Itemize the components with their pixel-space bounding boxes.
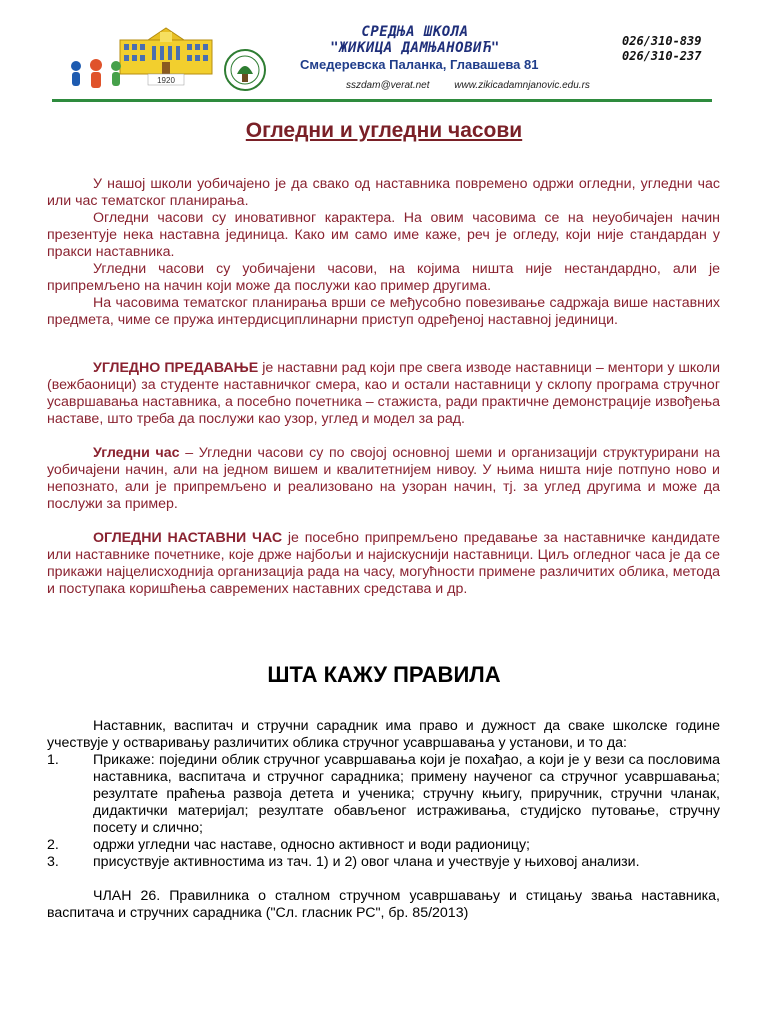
logo-year: 1920 bbox=[157, 76, 175, 85]
rules-heading: ШТА КАЖУ ПРАВИЛА bbox=[267, 662, 501, 687]
header-divider bbox=[52, 99, 712, 102]
definitions-section bbox=[47, 360, 720, 598]
definition-text: је наставни рад који пре свега изводе наставници – ментори у школи (вежбаоници) за студенте наставничког смера, као и остали наставници у склопу програма стручног усавршавања наставника, а посебно почетника – стажиста, ради практичне демонстрације извођења наставе, што треба да послужи као узор, углед и модел за рад. bbox=[47, 360, 721, 427]
intro-paragraph: Угледни часови су уобичајени часови, на којима ништа није нестандардно, али је припремљено на начин који може да послужи као пример другима. bbox=[47, 261, 720, 294]
school-building-logo bbox=[118, 26, 214, 86]
rules-list-item bbox=[47, 752, 720, 837]
page-title: Огледни и угледни часови bbox=[245, 119, 523, 142]
school-seal-logo bbox=[222, 44, 268, 96]
school-name-line1: СРЕДЊА ШКОЛА bbox=[361, 24, 469, 40]
rules-citation: ЧЛАН 26. Правилника о сталном стручном усавршавању и стицању звања наставника, васпитача и стручних сарадника ("Сл. гласник РС", бр. 85/2013) bbox=[47, 888, 720, 921]
list-number: 3. bbox=[47, 854, 59, 870]
definition-term: ОГЛЕДНИ НАСТАВНИ ЧАС bbox=[93, 530, 283, 546]
rules-list-item bbox=[47, 837, 720, 854]
intro-paragraph: На часовима тематског планирања врши се међусобно повезивање садржаја више наставних предмета, чиме се пружа интердисциплинарни приступ одређеној наставној јединици. bbox=[47, 295, 720, 328]
intro-section bbox=[47, 176, 720, 329]
definition-paragraph bbox=[47, 530, 720, 598]
phone-numbers bbox=[622, 34, 701, 64]
definition-paragraph bbox=[47, 360, 720, 428]
email-link[interactable]: sszdam@verat.net bbox=[346, 80, 430, 91]
phone-2: 026/310-237 bbox=[622, 49, 702, 63]
definition-text: је посебно припремљено предавање за наставничке кандидате или наставнике почетнике, које држе најбољи и најискуснији наставници. Циљ огледног часа је да се прикажи најцелисходнија организација рада на часу, могућности примене различитих облика, метода и поступака коришћења савремених наставних средстава и др. bbox=[47, 530, 720, 597]
school-address: Смедеревска Паланка, Главашева 81 bbox=[300, 57, 539, 72]
rules-section bbox=[47, 718, 720, 922]
contact-links bbox=[346, 80, 612, 91]
list-number: 2. bbox=[47, 837, 59, 853]
rules-lead: Наставник, васпитач и стручни сарадник има право и дужност да сваке школске године учествује у остваривању различитих облика стручног усавршавања у установи, и то да: bbox=[47, 718, 720, 751]
phone-1: 026/310-839 bbox=[622, 34, 702, 48]
definition-term: УГЛЕДНО ПРЕДАВАЊЕ bbox=[93, 360, 259, 376]
definition-paragraph bbox=[47, 445, 720, 513]
list-text: Прикаже: поједини облик стручног усавршавања који је похађао, а који је у вези са пословима наставника, васпитача и стручног сарадника; примену наученог са стручног усавршавања; резултате праћења развоја детета и ученика; стручну књигу, приручник, стручни чланак, дидактички материјал; резултате обављеног истраживања, студијско путовање, стручну посету и слично; bbox=[93, 752, 720, 836]
list-text: одржи угледни час наставе, односно активност и води радионицу; bbox=[93, 837, 530, 853]
letterhead bbox=[0, 0, 768, 110]
children-logo bbox=[66, 58, 128, 94]
intro-paragraph: У нашој школи уобичајено је да свако од наставника повремено одржи огледни, угледни час или час тематског планирања. bbox=[47, 176, 720, 209]
list-number: 1. bbox=[47, 752, 59, 768]
definition-text: – Угледни часови су по својој основној шеми и организацији структурирани на уобичајени начин, али на једном вишем и квалитетнијем нивоу. У њима ништа није потпуно ново и непознато, али је припремљено и реализовано на узоран начин, тј. за углед другима и може да послужи за пример. bbox=[47, 445, 721, 512]
list-text: присуствује активностима из тач. 1) и 2) овог члана и учествује у њиховој анализи. bbox=[93, 854, 640, 870]
rules-list-item bbox=[47, 854, 720, 871]
website-link[interactable]: www.zikicadamnjanovic.edu.rs bbox=[454, 80, 590, 91]
definition-term: Угледни час bbox=[93, 445, 180, 461]
school-name-line2: "ЖИКИЦА ДАМЊАНОВИЋ" bbox=[330, 40, 500, 56]
intro-paragraph: Огледни часови су иновативног карактера. На овим часовима се на неуобичајен начин презентује нека наставна јединица. Како им само име каже, реч je огледу, који није стандардан у пракси наставника. bbox=[47, 210, 720, 260]
